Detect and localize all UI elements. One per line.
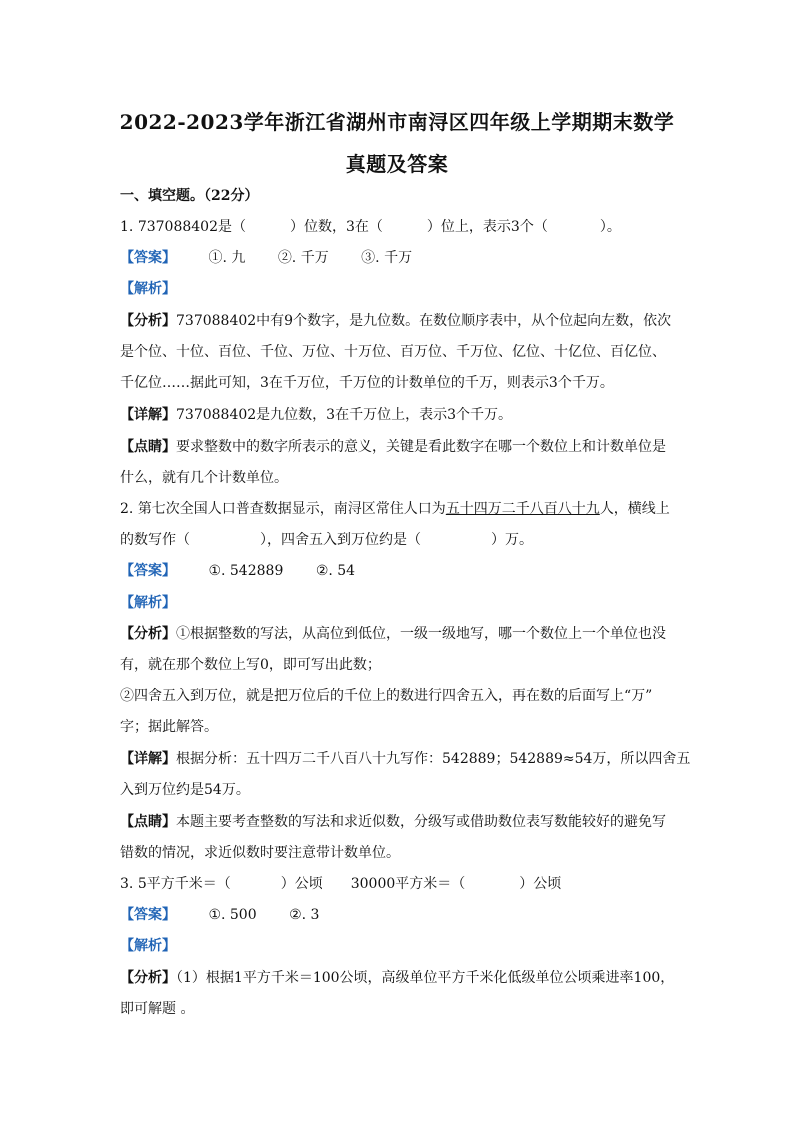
q1-stem-c: ）位上，表示3个（ [426, 219, 548, 235]
answer-label: 【答案】 [120, 563, 176, 579]
jiexi-label: 【解析】 [120, 595, 176, 611]
fenxi-label: 【分析】 [120, 970, 176, 986]
q2-stem-line2 [120, 530, 680, 550]
q2-number: 2. [120, 501, 134, 517]
q3-answer [120, 905, 680, 925]
q1-dianjing-line2: 什么，就有几个计数单位。 [120, 470, 288, 486]
q3-fenxi-line2: 即可解题 。 [120, 1001, 195, 1017]
q1-fenxi-line3: 千亿位……据此可知，3在千万位，千万位的计数单位的千万，则表示3个千万。 [120, 375, 614, 391]
xiangjie-label: 【详解】 [120, 407, 176, 423]
q3-answer-2: ②. 3 [289, 907, 320, 923]
q1-answer-2: ②. 千万 [277, 250, 329, 266]
q2-stem-l2-a: 的数写作（ [120, 532, 190, 548]
q1-fenxi-line1 [120, 311, 680, 331]
jiexi-label: 【解析】 [120, 281, 176, 297]
q3-stem-b: ）公顷 [280, 876, 323, 892]
document-title-line1: 2022-2023学年浙江省湖州市南浔区四年级上学期期末数学 [119, 110, 675, 134]
q1-xiangjie-text: 737088402是九位数，3在千万位上，表示3个千万。 [176, 407, 512, 423]
q2-fenxi-line3: ②四舍五入到万位，就是把万位后的千位上的数进行四舍五入，再在数的后面写上“万” [120, 688, 653, 704]
q2-answer-1: ①. 542889 [208, 563, 284, 579]
xiangjie-label: 【详解】 [120, 751, 176, 767]
q1-answer [120, 248, 680, 268]
q1-number: 1. [120, 219, 134, 235]
q3-fenxi-line1 [120, 968, 680, 988]
q2-jiexi [120, 593, 680, 613]
q2-fenxi-text1: ①根据整数的写法，从高位到低位，一级一级地写，哪一个数位上一个单位也没 [176, 626, 666, 642]
q3-number: 3. [120, 876, 134, 892]
q2-dianjing-text1: 本题主要考查整数的写法和求近似数，分级写或借助数位表写数能较好的避免写 [176, 814, 666, 830]
jiexi-label: 【解析】 [120, 938, 176, 954]
section-heading: 一、填空题。（22分） [120, 188, 259, 204]
q2-answer [120, 561, 680, 581]
q1-answer-1: ①. 九 [208, 250, 246, 266]
q1-stem [120, 217, 680, 237]
q2-fenxi-line2: 有，就在那个数位上写0，即可写出此数； [120, 657, 381, 673]
q2-stem-l2-b: ），四舍五入到万位约是（ [260, 532, 421, 548]
answer-label: 【答案】 [120, 907, 176, 923]
fenxi-label: 【分析】 [120, 626, 176, 642]
q2-stem-b: 人，横线上 [599, 501, 670, 517]
q1-stem-b: ）位数，3在（ [289, 219, 383, 235]
q2-stem-line1 [120, 499, 680, 519]
q2-xiangjie-line2: 入到万位约是54万。 [120, 782, 250, 798]
q2-dianjing-line2: 错数的情况，求近似数时要注意带计数单位。 [120, 845, 400, 861]
q2-dianjing-line1 [120, 812, 680, 832]
q2-underlined-number: 五十四万二千八百八十九 [445, 501, 600, 517]
q3-stem-d: ）公顷 [519, 876, 562, 892]
q2-answer-2: ②. 54 [315, 563, 356, 579]
q1-fenxi-text1: 737088402中有9个数字，是九位数。在数位顺序表中，从个位起向左数，依次 [176, 313, 672, 329]
q3-stem [120, 874, 680, 894]
q1-stem-d: ）。 [599, 219, 621, 235]
q2-xiangjie-line1 [120, 749, 691, 769]
q1-dianjing-line1 [120, 437, 680, 457]
q1-stem-a: 737088402是（ [137, 219, 246, 235]
q3-stem-a: 5平方千米＝（ [137, 876, 231, 892]
q1-answer-3: ③. 千万 [361, 250, 413, 266]
q1-xiangjie [120, 405, 680, 425]
q2-xiangjie-text1: 根据分析：五十四万二千八百八十九写作：542889；542889≈54万，所以四舍五 [176, 751, 691, 767]
q3-jiexi [120, 936, 680, 956]
q1-jiexi [120, 279, 680, 299]
answer-label: 【答案】 [120, 250, 176, 266]
q2-fenxi-line1 [120, 624, 680, 644]
dianjing-label: 【点睛】 [120, 439, 176, 455]
q2-stem-l2-c: ）万。 [491, 532, 533, 548]
dianjing-label: 【点睛】 [120, 814, 176, 830]
q2-fenxi-line4: 字；据此解答。 [120, 719, 218, 735]
q3-fenxi-text1: （1）根据1平方千米＝100公顷，高级单位平方千米化低级单位公顷乘进率100， [176, 970, 675, 986]
q2-stem-a: 第七次全国人口普查数据显示，南浔区常住人口为 [137, 501, 446, 517]
q3-answer-1: ①. 500 [208, 907, 257, 923]
q3-stem-c: 30000平方米＝（ [350, 876, 466, 892]
fenxi-label: 【分析】 [120, 313, 176, 329]
q1-fenxi-line2: 是个位、十位、百位、千位、万位、十万位、百万位、千万位、亿位、十亿位、百亿位、 [120, 344, 666, 360]
document-title-line2: 真题及答案 [345, 152, 449, 176]
q1-dianjing-text1: 要求整数中的数字所表示的意义，关键是看此数字在哪一个数位上和计数单位是 [176, 439, 666, 455]
